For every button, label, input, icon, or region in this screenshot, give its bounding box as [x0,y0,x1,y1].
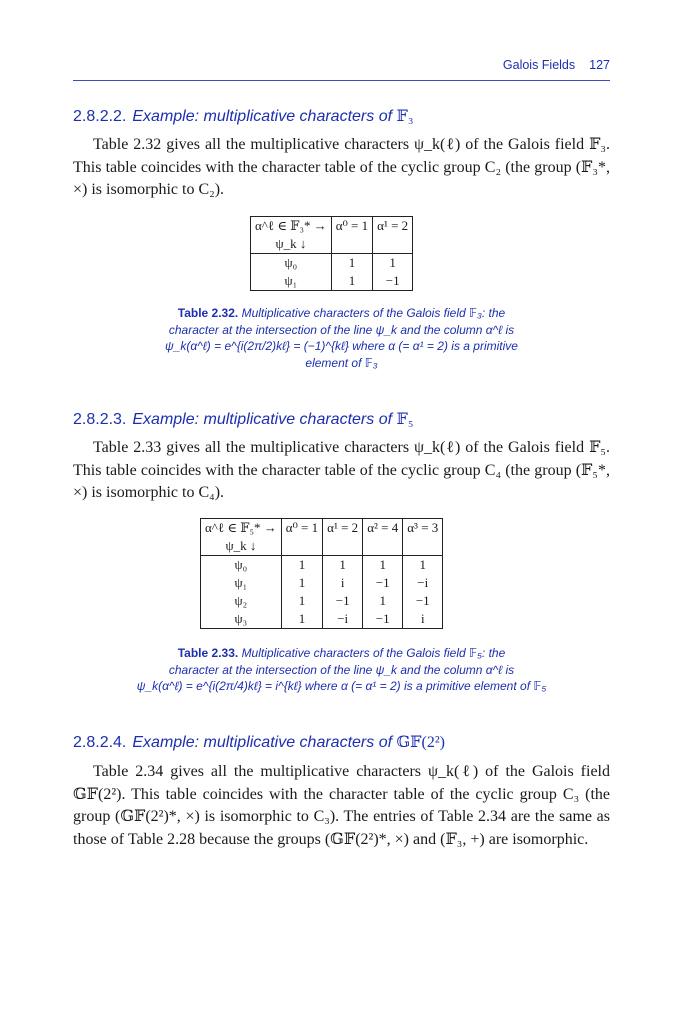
table-cell: 1 [373,254,413,273]
caption-2-32 [73,305,610,371]
header-title: Galois Fields [502,58,576,72]
section-number: 2.8.2.4. [73,734,127,751]
table-cell: 1 [363,592,403,610]
table-row [201,610,443,629]
section-field: 𝔽₃ [396,108,414,125]
header-text [503,58,610,72]
table-cell: −1 [323,592,363,610]
table-cell: −1 [373,272,413,291]
table-cell: 1 [331,254,372,273]
row-label: ψ₂ [201,592,282,610]
table-cell: 1 [281,574,322,592]
paragraph-text: Table 2.33 gives all the multiplicative characters ψ_k(ℓ) of the Galois field 𝔽₅. This table coincides with the character table of the cyclic group C₄ (the group (𝔽₅*, ×) is isomorphic to C₄). [73,439,610,501]
table-row [201,592,443,610]
table-row [251,272,413,291]
empty-cell [373,235,413,254]
table-cell: −1 [363,574,403,592]
caption-line: character at the intersection of the line ψ_k and the column α^ℓ is [168,662,515,677]
paragraph-2822 [73,134,610,202]
row-label: ψ₃ [201,610,282,629]
empty-cell [403,537,443,556]
section-heading-2822 [73,106,413,126]
table-cell: 1 [281,610,322,629]
table-row [201,574,443,592]
section-number: 2.8.2.2. [73,108,127,125]
section-number: 2.8.2.3. [73,411,127,428]
section-heading-2824 [73,732,445,752]
caption-line: ψ_k(α^ℓ) = e^{i(2π/2)kℓ} = (−1)^{kℓ} where α (= α¹ = 2) is a primitive [165,339,518,353]
column-header: α⁰ = 1 [281,519,322,538]
section-field: 𝔾𝔽(2²) [396,734,445,751]
empty-cell [323,537,363,556]
running-header [73,58,610,81]
page-number: 127 [589,58,610,72]
column-header: α¹ = 2 [323,519,363,538]
table-cell: i [323,574,363,592]
caption-label: Table 2.32. [177,306,239,320]
table-cell: −1 [363,610,403,629]
table-cell: 1 [323,556,363,575]
header-cell-psi: ψ_k ↓ [251,235,332,254]
table-row [201,556,443,575]
empty-cell [281,537,322,556]
caption-2-33 [73,645,610,695]
paragraph-text: Table 2.34 gives all the multiplicative characters ψ_k(ℓ) of the Galois field 𝔾𝔽(2²). This table coincides with the character table of the cyclic group C₃ (the group (𝔾𝔽(2²)*, ×) is isomorphic to C₃). The entries of Table 2.34 are the same as those of Table 2.28 because the groups (𝔾𝔽(2²)*, ×) and (𝔽₃, +) are isomorphic. [73,763,610,848]
character-table-2-33 [200,518,443,629]
section-field: 𝔽₅ [396,411,414,428]
header-cell-field: α^ℓ ∈ 𝔽₃* → [251,217,332,236]
section-title: Example: multiplicative characters of [132,734,393,751]
column-header: α² = 4 [363,519,403,538]
caption-label: Table 2.33. [177,646,239,660]
section-title: Example: multiplicative characters of [132,108,393,125]
table-cell: 1 [403,556,443,575]
row-label: ψ₁ [201,574,282,592]
column-header: α⁰ = 1 [331,217,372,236]
paragraph-2823 [73,437,610,505]
caption-line: element of 𝔽₃ [305,355,378,370]
table-cell: −1 [403,592,443,610]
row-label: ψ₁ [251,272,332,291]
row-label: ψ₀ [201,556,282,575]
row-label: ψ₀ [251,254,332,273]
table-cell: 1 [281,592,322,610]
header-cell-field: α^ℓ ∈ 𝔽₅* → [201,519,282,538]
section-title: Example: multiplicative characters of [132,411,393,428]
caption-line: Multiplicative characters of the Galois field 𝔽₅: the [241,646,506,660]
table-cell: 1 [363,556,403,575]
table-row [251,254,413,273]
caption-line: ψ_k(α^ℓ) = e^{i(2π/4)kℓ} = i^{kℓ} where α (= α¹ = 2) is a primitive element of 𝔽₅ [136,679,547,693]
empty-cell [331,235,372,254]
table-cell: i [403,610,443,629]
table-cell: −i [403,574,443,592]
column-header: α¹ = 2 [373,217,413,236]
paragraph-2824 [73,761,610,851]
caption-line: Multiplicative characters of the Galois field 𝔽₃: the [241,306,506,320]
paragraph-text: Table 2.32 gives all the multiplicative characters ψ_k(ℓ) of the Galois field 𝔽₃. This table coincides with the character table of the cyclic group C₂ (the group (𝔽₃*, ×) is isomorphic to C₂). [73,136,610,198]
column-header: α³ = 3 [403,519,443,538]
character-table-2-32 [250,216,413,291]
table-cell: 1 [331,272,372,291]
caption-line: character at the intersection of the line ψ_k and the column α^ℓ is [168,322,515,337]
section-heading-2823 [73,409,413,429]
header-cell-psi: ψ_k ↓ [201,537,282,556]
table-cell: −i [323,610,363,629]
table-cell: 1 [281,556,322,575]
empty-cell [363,537,403,556]
